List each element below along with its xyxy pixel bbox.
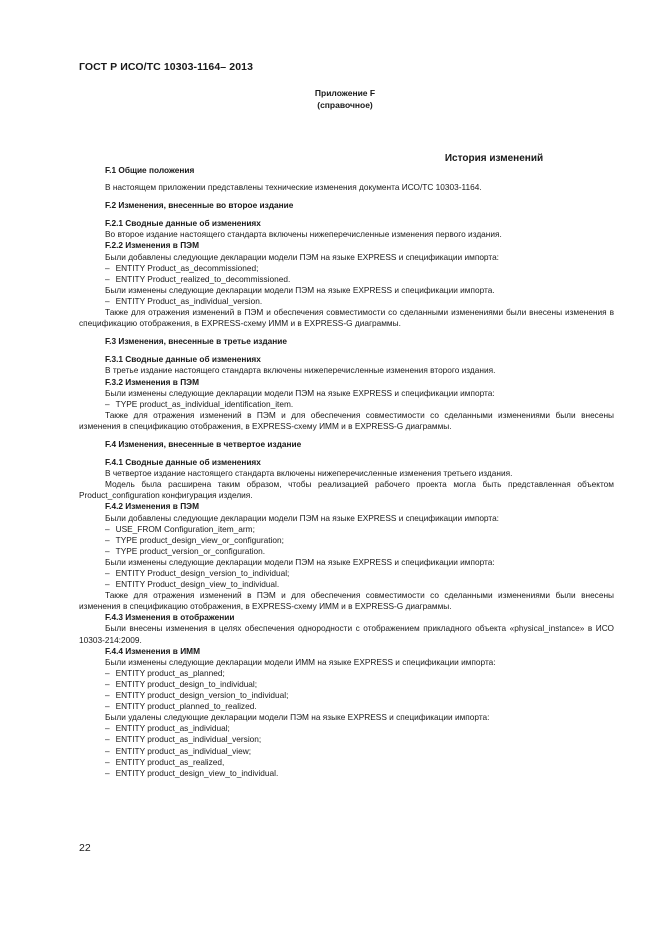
heading-f3: F.3 Изменения, внесенные в третье издание [105, 336, 288, 347]
paragraph: Были добавлены следующие декларации модели ПЭМ на языке EXPRESS и спецификации импорта: [105, 512, 499, 523]
list-item: – USE_FROM Configuration_item_arm; [79, 524, 614, 535]
paragraph: В четвертое издание настоящего стандарта включены нижеперечисленные изменения третьего издания. [105, 468, 513, 479]
section-title: История изменений [444, 153, 544, 164]
paragraph: В настоящем приложении представлены технические изменения документа ИСО/ТС 10303-1164. [105, 182, 482, 193]
list-item: – ENTITY Product_design_version_to_individual; [79, 568, 614, 579]
paragraph: Были изменены следующие декларации модели ПЭМ на языке EXPRESS и спецификации импорта: [105, 556, 495, 567]
list-item: – ENTITY Product_realized_to_decommissioned. [79, 274, 614, 285]
paragraph: Также для отражения изменений в ПЭМ и для обеспечения совместимости со сделанными изменениями были внесены изменения в спецификацию отображения, в EXPRESS-схему ИММ и в EXPRESS-G диаграммы. [79, 590, 614, 612]
heading-f4-1: F.4.1 Сводные данные об изменениях [105, 457, 261, 468]
list-item: – ENTITY product_as_individual_view; [79, 746, 614, 757]
list-item: – ENTITY Product_as_individual_version. [79, 296, 614, 307]
document-header: ГОСТ Р ИСО/ТС 10303-1164– 2013 [79, 61, 254, 73]
document-body [79, 165, 614, 779]
heading-f2: F.2 Изменения, внесенные во второе издание [105, 200, 294, 211]
heading-f3-1: F.3.1 Сводные данные об изменениях [105, 354, 261, 365]
paragraph: Во второе издание настоящего стандарта включены нижеперечисленные изменения первого издания. [105, 229, 502, 240]
list-item: – ENTITY product_design_version_to_individual; [79, 690, 614, 701]
heading-f3-2: F.3.2 Изменения в ПЭМ [105, 376, 199, 387]
heading-f4: F.4 Изменения, внесенные в четвертое издание [105, 438, 302, 449]
heading-f4-2: F.4.2 Изменения в ПЭМ [105, 501, 199, 512]
section-title-wrap [79, 148, 614, 166]
paragraph: Были добавлены следующие декларации модели ПЭМ на языке EXPRESS и спецификации импорта: [105, 251, 499, 262]
list-item: – ENTITY product_as_planned; [79, 668, 614, 679]
list-item: – ENTITY product_as_individual_version; [79, 734, 614, 745]
heading-f1: F.1 Общие положения [105, 165, 195, 175]
appendix-label: Приложение F [314, 88, 376, 98]
paragraph: Также для отражения изменений в ПЭМ и для обеспечения совместимости со сделанными изменениями были внесены изменения в спецификацию отображения, в EXPRESS-схему ИММ и в EXPRESS-G диаграммы. [79, 409, 614, 431]
list-item: – ENTITY product_as_individual; [79, 723, 614, 734]
list-item: – TYPE product_as_individual_identification_item. [79, 399, 614, 410]
list-item: – TYPE product_version_or_configuration. [79, 546, 614, 557]
appendix-type: (справочное) [317, 100, 373, 110]
list-item: – ENTITY product_design_view_to_individual. [79, 768, 614, 779]
list-item: – ENTITY Product_as_decommissioned; [79, 263, 614, 274]
heading-f2-1: F.2.1 Сводные данные об изменениях [105, 218, 261, 229]
list-item: – ENTITY product_planned_to_realized. [79, 701, 614, 712]
list-item: – ENTITY Product_design_view_to_individual. [79, 579, 614, 590]
list-item: – TYPE product_design_view_or_configuration; [79, 535, 614, 546]
heading-f4-4: F.4.4 Изменения в ИММ [105, 645, 201, 656]
heading-f2-2: F.2.2 Изменения в ПЭМ [105, 240, 199, 251]
paragraph: Были изменены следующие декларации модели ИММ на языке EXPRESS и спецификации импорта: [105, 656, 496, 667]
list-item: – ENTITY product_as_realized, [79, 757, 614, 768]
heading-f4-3: F.4.3 Изменения в отображении [105, 612, 235, 623]
paragraph: Были изменены следующие декларации модели ПЭМ на языке EXPRESS и спецификации импорта: [105, 387, 495, 398]
paragraph: Были удалены следующие декларации модели ПЭМ на языке EXPRESS и спецификации импорта: [105, 712, 490, 723]
paragraph: Были внесены изменения в целях обеспечения однородности с отображением прикладного объекта «physical_instance» в ИСО 10303-214:2009. [79, 623, 614, 645]
list-item: – ENTITY product_design_to_individual; [79, 679, 614, 690]
paragraph: Были изменены следующие декларации модели ПЭМ на языке EXPRESS и спецификации импорта. [105, 284, 495, 295]
paragraph: Также для отражения изменений в ПЭМ и обеспечения совместимости со сделанными изменениями были внесены изменения в спецификацию отображения, в EXPRESS-схему ИММ и в EXPRESS-G диаграммы. [79, 307, 614, 329]
paragraph: В третье издание настоящего стандарта включены нижеперечисленные изменения второго издания. [105, 365, 496, 376]
paragraph: Модель была расширена таким образом, чтобы реализацией рабочего проекта могла быть представленная объектом Product_configuration конфигурация изделия. [79, 479, 614, 501]
page-number: 22 [79, 842, 91, 854]
